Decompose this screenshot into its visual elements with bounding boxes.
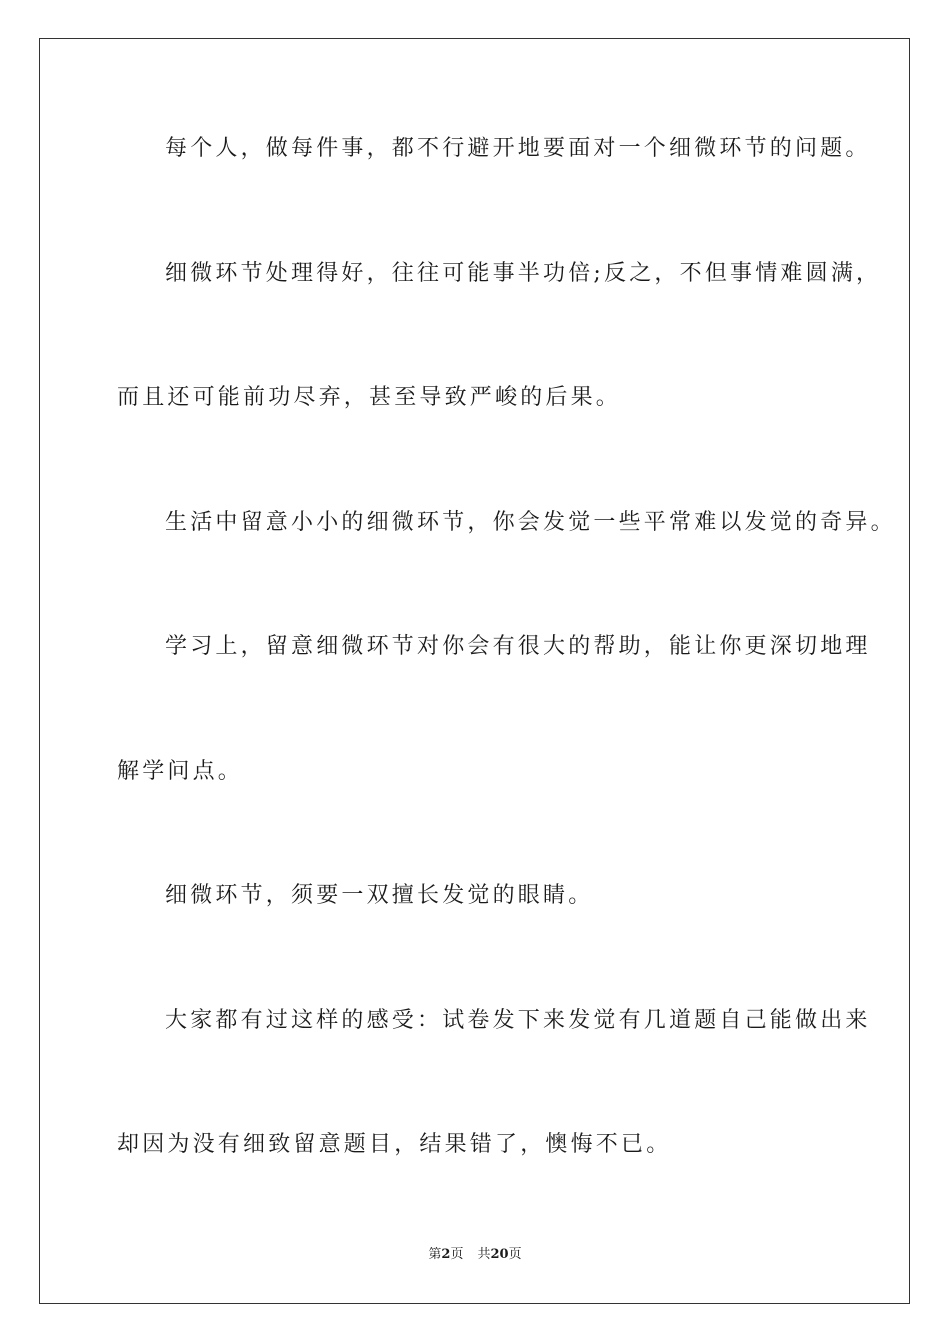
paragraph-line-5: 学习上，留意细微环节对你会有很大的帮助，能让你更深切地理 [165, 634, 871, 659]
page-number: 2 [441, 1247, 451, 1262]
page-footer [0, 1245, 950, 1265]
paragraph-line-3: 而且还可能前功尽弃，甚至导致严峻的后果。 [117, 385, 622, 410]
paragraph-line-2: 细微环节处理得好，往往可能事半功倍;反之，不但事情难圆满， [165, 261, 882, 286]
total-pages-prefix: 共 [477, 1247, 491, 1262]
paragraph-line-6: 解学问点。 [117, 759, 244, 784]
paragraph-line-1: 每个人，做每件事，都不行避开地要面对一个细微环节的问题。 [165, 136, 871, 161]
page-border [39, 38, 910, 1304]
total-pages: 20 [490, 1247, 509, 1262]
page-number-prefix: 第 [428, 1247, 442, 1262]
paragraph-line-4: 生活中留意小小的细微环节，你会发觉一些平常难以发觉的奇异。 [165, 510, 896, 535]
page-number-suffix: 页 [450, 1247, 464, 1262]
paragraph-line-7: 细微环节，须要一双擅长发觉的眼睛。 [165, 883, 594, 908]
total-pages-suffix: 页 [508, 1247, 522, 1262]
paragraph-line-9: 却因为没有细致留意题目，结果错了，懊悔不已。 [117, 1132, 672, 1157]
paragraph-line-8: 大家都有过这样的感受：试卷发下来发觉有几道题自己能做出来 [165, 1008, 871, 1033]
